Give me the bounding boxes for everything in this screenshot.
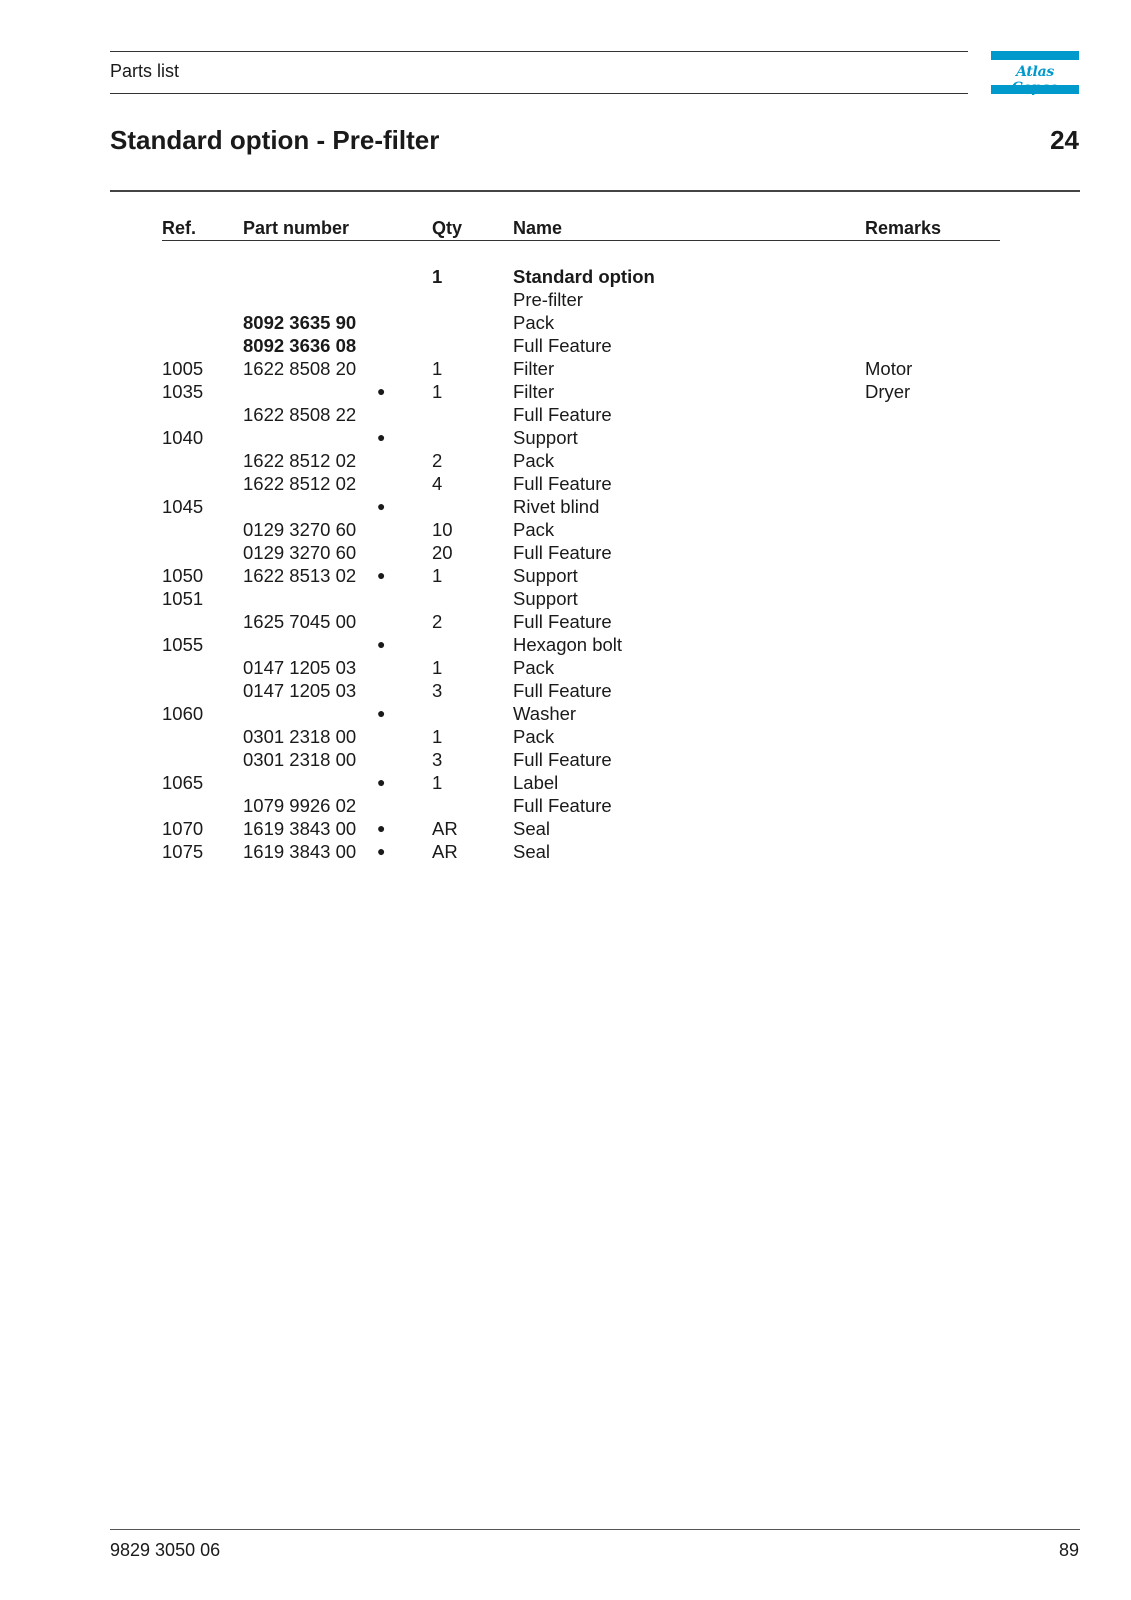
qty-cell: 4 — [432, 473, 443, 494]
qty-cell: 20 — [432, 542, 453, 563]
ref-cell: 1040 — [162, 427, 204, 448]
part-number-cell: 8092 3635 90 — [243, 312, 357, 333]
name-cell: Full Feature — [513, 795, 612, 816]
part-number-cell: 0301 2318 00 — [243, 726, 357, 747]
name-cell: Seal — [513, 818, 551, 839]
table-row — [0, 817, 1131, 840]
table-row — [0, 426, 1131, 449]
column-header-remarks: Remarks — [865, 218, 942, 238]
document-number: 9829 3050 06 — [110, 1540, 221, 1560]
name-cell: Pack — [513, 312, 555, 333]
name-cell: Support — [513, 427, 578, 448]
ref-cell: 1050 — [162, 565, 204, 586]
part-number-cell: 0301 2318 00 — [243, 749, 357, 770]
qty-cell: AR — [432, 841, 458, 862]
name-cell: Full Feature — [513, 404, 612, 425]
ref-cell: 1060 — [162, 703, 204, 724]
bullet-mark: ● — [377, 498, 386, 514]
table-row — [0, 633, 1131, 656]
table-row — [0, 472, 1131, 495]
qty-cell: 2 — [432, 611, 443, 632]
logo-wordmark: Atlas — [1016, 64, 1054, 80]
ref-cell: 1005 — [162, 358, 204, 379]
table-row — [0, 702, 1131, 725]
table-row — [0, 840, 1131, 863]
bullet-mark: ● — [377, 843, 386, 859]
logo-bar-top — [991, 51, 1079, 60]
atlas-copco-logo — [991, 51, 1079, 94]
table-row — [0, 449, 1131, 472]
table-row — [0, 495, 1131, 518]
table-row — [0, 334, 1131, 357]
parts-table-body — [0, 265, 1131, 863]
qty-cell: 1 — [432, 266, 443, 287]
table-row — [0, 541, 1131, 564]
name-cell: Full Feature — [513, 335, 612, 356]
bullet-mark: ● — [377, 705, 386, 721]
ref-cell: 1065 — [162, 772, 204, 793]
table-row — [0, 403, 1131, 426]
table-row — [0, 656, 1131, 679]
table-row — [0, 610, 1131, 633]
page-number: 89 — [1058, 1540, 1079, 1560]
part-number-cell: 1079 9926 02 — [243, 795, 357, 816]
ref-cell: 1035 — [162, 381, 204, 402]
header-rule-top — [110, 51, 968, 52]
ref-cell: 1075 — [162, 841, 204, 862]
footer-rule — [110, 1529, 1080, 1530]
name-cell: Full Feature — [513, 542, 612, 563]
name-cell: Pack — [513, 450, 555, 471]
title-rule — [110, 190, 1080, 192]
ref-cell: 1070 — [162, 818, 204, 839]
table-row — [0, 587, 1131, 610]
part-number-cell: 1622 8512 02 — [243, 473, 357, 494]
bullet-mark: ● — [377, 774, 386, 790]
section-number: 24 — [1050, 125, 1079, 155]
qty-cell: 1 — [432, 726, 443, 747]
name-cell: Full Feature — [513, 473, 612, 494]
table-row — [0, 771, 1131, 794]
name-cell: Filter — [513, 358, 555, 379]
name-cell: Full Feature — [513, 680, 612, 701]
part-number-cell: 1622 8508 20 — [243, 358, 357, 379]
ref-cell: 1051 — [162, 588, 204, 609]
qty-cell: 1 — [432, 565, 443, 586]
table-header-rule — [162, 240, 1000, 241]
name-cell: Support — [513, 565, 578, 586]
table-row — [0, 794, 1131, 817]
column-header-ref: Ref. — [162, 218, 197, 238]
bullet-mark: ● — [377, 383, 386, 399]
bullet-mark: ● — [377, 567, 386, 583]
name-cell: Pack — [513, 657, 555, 678]
name-cell: Full Feature — [513, 611, 612, 632]
logo-bar-bottom — [991, 85, 1079, 94]
bullet-mark: ● — [377, 636, 386, 652]
name-cell: Washer — [513, 703, 577, 724]
part-number-cell: 1619 3843 00 — [243, 841, 357, 862]
header-label: Parts list — [110, 61, 180, 81]
header-rule-bottom — [110, 93, 968, 94]
part-number-cell: 0129 3270 60 — [243, 542, 357, 563]
table-row — [0, 748, 1131, 771]
part-number-cell: 1622 8512 02 — [243, 450, 357, 471]
qty-cell: 10 — [432, 519, 453, 540]
part-number-cell: 1622 8508 22 — [243, 404, 357, 425]
table-row — [0, 380, 1131, 403]
part-number-cell: 0147 1205 03 — [243, 680, 357, 701]
table-row — [0, 288, 1131, 311]
table-row — [0, 725, 1131, 748]
name-cell: Hexagon bolt — [513, 634, 623, 655]
table-row — [0, 265, 1131, 288]
table-row — [0, 518, 1131, 541]
name-cell: Pack — [513, 726, 555, 747]
name-cell: Standard option — [513, 266, 655, 287]
remarks-cell: Dryer — [865, 381, 911, 402]
column-header-part-number: Part number — [243, 218, 350, 238]
qty-cell: 1 — [432, 772, 443, 793]
qty-cell: AR — [432, 818, 458, 839]
remarks-cell: Motor — [865, 358, 913, 379]
table-row — [0, 311, 1131, 334]
name-cell: Pack — [513, 519, 555, 540]
part-number-cell: 8092 3636 08 — [243, 335, 357, 356]
part-number-cell: 1625 7045 00 — [243, 611, 357, 632]
part-number-cell: 0129 3270 60 — [243, 519, 357, 540]
table-row — [0, 679, 1131, 702]
name-cell: Label — [513, 772, 559, 793]
qty-cell: 1 — [432, 657, 443, 678]
table-row — [0, 564, 1131, 587]
part-number-cell: 1622 8513 02 — [243, 565, 357, 586]
qty-cell: 1 — [432, 381, 443, 402]
ref-cell: 1045 — [162, 496, 204, 517]
part-number-cell: 1619 3843 00 — [243, 818, 357, 839]
bullet-mark: ● — [377, 429, 386, 445]
column-header-qty: Qty — [432, 218, 463, 238]
ref-cell: 1055 — [162, 634, 204, 655]
qty-cell: 3 — [432, 680, 443, 701]
name-cell: Rivet blind — [513, 496, 600, 517]
table-row — [0, 357, 1131, 380]
name-cell: Pre-filter — [513, 289, 583, 310]
name-cell: Support — [513, 588, 578, 609]
qty-cell: 1 — [432, 358, 443, 379]
qty-cell: 3 — [432, 749, 443, 770]
name-cell: Full Feature — [513, 749, 612, 770]
name-cell: Seal — [513, 841, 551, 862]
name-cell: Filter — [513, 381, 555, 402]
qty-cell: 2 — [432, 450, 443, 471]
bullet-mark: ● — [377, 820, 386, 836]
part-number-cell: 0147 1205 03 — [243, 657, 357, 678]
column-header-name: Name — [513, 218, 563, 238]
page-title: Standard option - Pre-filter — [110, 125, 440, 155]
